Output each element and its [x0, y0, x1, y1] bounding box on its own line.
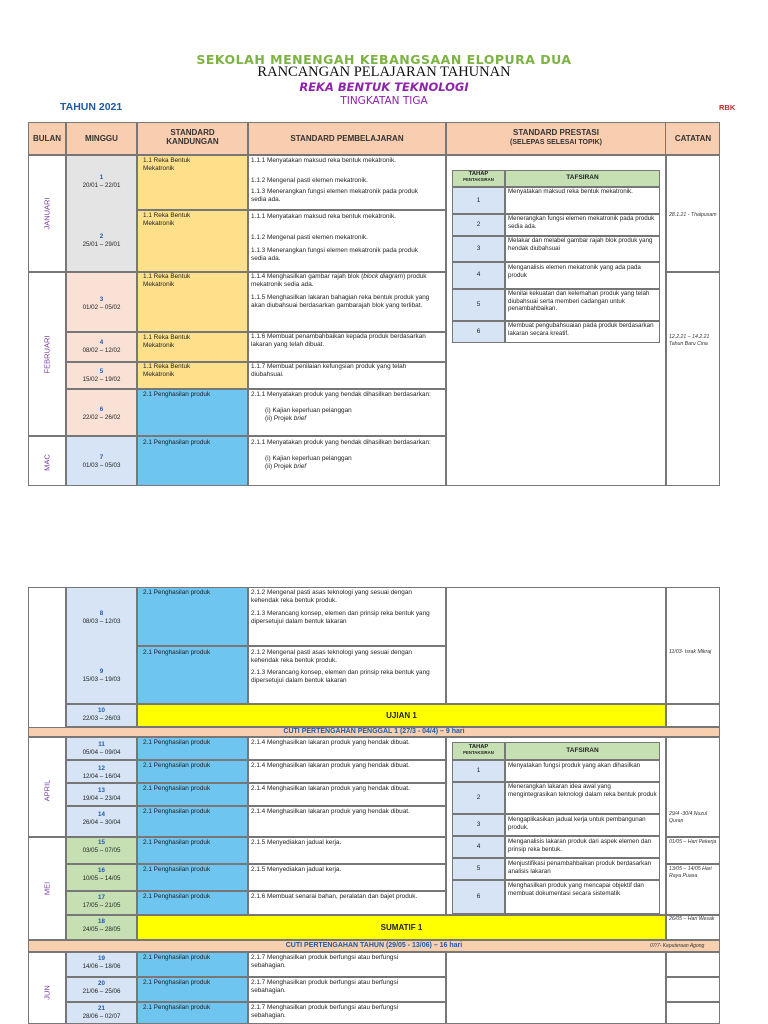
week-16: 16 10/05 – 14/05: [82, 867, 121, 882]
note-hari-raya-puasa: 13/05 – 14/05 Hari Raya Puasa: [669, 866, 712, 879]
note-hari-pekerja: 01/05 – Hari Pekerja: [669, 839, 717, 845]
note-israk-mikraj: 11/03- Israk Mikraj: [669, 649, 712, 655]
note-nuzul-quran: 29/4 -30/4 Nuzul Quran: [669, 811, 708, 824]
note-keputeraan-agong: 07/7- Keputeraan Agong: [650, 943, 705, 949]
sk-text: 2.1 Penghasilan produk: [143, 839, 211, 846]
cuti-penggal-label: CUTI PERTENGAHAN PENGGAL 1 (27/3 - 04/4) – 9 hari: [283, 728, 465, 735]
sp-text: (i) Kajian keperluan pelanggan: [265, 455, 352, 462]
month-cell-mac-2: [28, 587, 66, 737]
tahap-label: TAHAP PENTAKSIRAN: [463, 744, 494, 755]
sk-text: 2.1 Penghasilan produk: [143, 439, 211, 446]
sp-text: 2.1.7 Menghasilkan produk berfungsi atau berfungsi sebahagian.: [251, 1004, 399, 1019]
tafsiran-1: Menyatakan fungsi produk yang akan dihasilkan: [508, 762, 641, 769]
sk-text: 2.1 Penghasilan produk: [143, 391, 211, 398]
week-8: 8 08/03 – 12/03: [82, 610, 121, 625]
sp-text: 2.1.5 Menyediakan jadual kerja.: [251, 839, 342, 846]
sp-text: 1.1.2 Mengenal pasti elemen mekatronik.: [251, 234, 368, 241]
sp-text: (ii) Projek brief: [265, 415, 307, 422]
week-cell: [66, 587, 137, 704]
week-11: 11 05/04 – 09/04: [82, 741, 121, 756]
tahap-6: 6: [476, 893, 481, 900]
sk-text: 1.1 Reka Bentuk Mekatronik: [143, 273, 191, 288]
week-18: 18 24/05 – 28/05: [82, 918, 121, 933]
ujian-label: UJIAN 1: [386, 711, 417, 720]
tafsiran-6: Menghasilkan produk yang mencapai objektif dan membuat dokumentasi secara sistematik: [508, 882, 644, 897]
tafsiran-1: Menyatakan maksud reka bentuk mekatronik.: [508, 188, 633, 195]
col-minggu: MINGGU: [85, 134, 118, 143]
week-17: 17 17/05 – 21/05: [82, 894, 121, 909]
tafsiran-label: TAFSIRAN: [566, 174, 599, 181]
col-standard-pembelajaran: STANDARD PEMBELAJARAN: [290, 134, 404, 143]
sk-text: 2.1 Penghasilan produk: [143, 866, 211, 873]
sk-text: 2.1 Penghasilan produk: [143, 979, 211, 986]
tahap-2: 2: [476, 221, 481, 228]
tahap-4: 4: [476, 843, 481, 850]
tafsiran-2: Menerangkan fungsi elemen mekatronik pada produk sedia ada.: [508, 215, 655, 230]
month-jan: JANUARI: [42, 197, 52, 230]
note-tahun-baru-cina: 12.2.21 – 14.2.21 Tahun Baru Cina: [669, 334, 710, 347]
week-21: 21 28/06 – 02/07: [82, 1005, 121, 1020]
week-1: 1 20/01 – 22/01: [82, 174, 121, 189]
sp-text: 2.1.2 Mengenal pasti asas teknologi yang sesuai dengan kehendak reka bentuk produk.: [251, 589, 412, 604]
sk-text: 2.1 Penghasilan produk: [143, 739, 211, 746]
tahap-1: 1: [476, 767, 481, 774]
sk-text: 2.1 Penghasilan produk: [143, 1004, 211, 1011]
tafsiran-4: Menganalisis elemen mekatronik yang ada pada produk: [508, 264, 641, 279]
tafsiran-5: Menjustifikasi penambahbaikan produk berdasarkan analisis lakaran: [508, 860, 652, 875]
sp-text: 2.1.4 Menghasilkan lakaran produk yang hendak dibuat.: [251, 739, 410, 746]
week-19: 19 14/06 – 18/06: [82, 955, 121, 970]
sp-text: 1.1.3 Menerangkan fungsi elemen mekatronik pada produk sedia ada.: [251, 247, 418, 262]
tahap-2: 2: [476, 794, 481, 801]
week-20: 20 21/06 – 25/06: [82, 980, 121, 995]
tafsiran-6: Membuat pengubahsuaian pada produk berdasarkan lakaran secara kreatif.: [508, 322, 654, 337]
sk-text: 1.1 Reka Bentuk Mekatronik: [143, 334, 191, 349]
form-level: TINGKATAN TIGA: [340, 95, 428, 107]
sk-text: 2.1 Penghasilan produk: [143, 785, 211, 792]
tafsiran-4: Menganalisis lakaran produk dari aspek elemen dan prinsip reka bentuk.: [508, 838, 652, 853]
tahap-6: 6: [476, 328, 481, 335]
sp-text: 2.1.7 Menghasilkan produk berfungsi atau berfungsi sebahagian.: [251, 979, 399, 994]
month-mac: MAC: [42, 454, 52, 471]
subject-title: REKA BENTUK TEKNOLOGI: [299, 80, 469, 94]
col-standard-prestasi: STANDARD PRESTASI: [513, 128, 599, 137]
document-title: RANCANGAN PELAJARAN TAHUNAN: [257, 64, 511, 80]
sp-text: 2.1.5 Menyediakan jadual kerja.: [251, 866, 342, 873]
col-prestasi-sub: (SELEPAS SELESAI TOPIK): [510, 139, 602, 146]
sp-text: 2.1.1 Menyatakan produk yang hendak dihasilkan berdasarkan:: [251, 391, 431, 398]
week-cell: [66, 155, 137, 272]
sk-text: 2.1 Penghasilan produk: [143, 808, 211, 815]
col-bulan: BULAN: [33, 134, 61, 143]
sp-text: 2.1.3 Merancang konsep, elemen dan prinsip reka bentuk yang dipersetujui dalam bentuk lakaran: [251, 610, 430, 625]
sp-text: 1.1.3 Menerangkan fungsi elemen mekatronik pada produk sedia ada.: [251, 188, 418, 203]
note-thaipusam: 28.1.21 - Thaipusam: [669, 212, 717, 218]
sp-text: 1.1.6 Membuat penambahbaikan kepada produk berdasarkan lakaran yang telah dibuat.: [251, 333, 426, 348]
sk-text: 1.1 Reka Bentuk Mekatronik: [143, 212, 191, 227]
tafsiran-5: Menilai kekuatan dan kelemahan produk yang telah diubahsuai serta memberi cadangan untuk penambahbaikan.: [508, 290, 650, 312]
sp-text: 2.1.7 Menghasilkan produk berfungsi atau berfungsi sebahagian.: [251, 954, 399, 969]
tahap-label: TAHAP PENTAKSIRAN: [463, 171, 494, 182]
subject-code: RBK: [719, 103, 736, 112]
tahap-4: 4: [476, 271, 481, 278]
tahap-5: 5: [476, 865, 481, 872]
week-6: 6 22/02 – 26/02: [82, 406, 121, 421]
col-standard-kandungan: STANDARD KANDUNGAN: [166, 128, 219, 146]
year-label: TAHUN 2021: [60, 101, 123, 113]
catatan-cell: [666, 587, 720, 704]
sp-text: (i) Kajian keperluan pelanggan: [265, 407, 352, 414]
tafsiran-3: Mengaplikasikan jadual kerja untuk pembangunan produk.: [508, 816, 646, 831]
sk-text: 2.1 Penghasilan produk: [143, 893, 211, 900]
tahap-1: 1: [476, 197, 481, 204]
sk-text: 2.1 Penghasilan produk: [143, 762, 211, 769]
tafsiran-label: TAFSIRAN: [566, 747, 599, 754]
sk-text: 1.1 Reka Bentuk Mekatronik: [143, 157, 191, 172]
sk-text: 2.1 Penghasilan produk: [143, 589, 211, 596]
week-7: 7 01/03 – 05/03: [82, 454, 121, 469]
month-apr: APRIL: [42, 779, 52, 802]
week-5: 5 15/02 – 19/02: [82, 368, 121, 383]
sp-text: (ii) Projek brief: [265, 463, 307, 470]
sp-text: 1.1.5 Menghasilkan lakaran bahagian reka bentuk produk yang akan diubahsuai berdasarkan gambarajah blok yang terlibat.: [251, 294, 430, 309]
sk-text: 1.1 Reka Bentuk Mekatronik: [143, 363, 191, 378]
sp-text: 2.1.6 Membuat senarai bahan, peralatan dan bajet produk.: [251, 893, 418, 900]
tafsiran-2: Menerangkan lakaran idea awal yang mengintegrasikan teknologi dalam reka bentuk produk: [508, 783, 657, 798]
week-15: 15 03/05 – 07/05: [82, 839, 121, 854]
note-hari-wesak: 26/05 – Hari Wesak: [669, 916, 715, 922]
week-3: 3 01/02 – 05/02: [82, 296, 121, 311]
sp-text: 2.1.4 Menghasilkan lakaran produk yang hendak dibuat.: [251, 785, 410, 792]
tahap-5: 5: [476, 301, 481, 308]
week-2: 2 25/01 – 29/01: [82, 233, 121, 248]
school-name: SEKOLAH MENENGAH KEBANGSAAN ELOPURA DUA: [196, 52, 572, 67]
sp-text: 1.1.1 Menyatakan maksud reka bentuk mekatronik.: [251, 157, 396, 164]
tahap-3: 3: [476, 245, 481, 252]
sp-text: 2.1.1 Menyatakan produk yang hendak dihasilkan berdasarkan:: [251, 439, 431, 446]
sp-text: 1.1.2 Mengenal pasti elemen mekatronik.: [251, 177, 368, 184]
sk-text: 2.1 Penghasilan produk: [143, 954, 211, 961]
sp-text: 1.1.1 Menyatakan maksud reka bentuk mekatronik.: [251, 213, 396, 220]
sp-text: 2.1.4 Menghasilkan lakaran produk yang hendak dibuat.: [251, 808, 410, 815]
cuti-tahun-label: CUTI PERTENGAHAN TAHUN (29/05 - 13/06) – 16 hari: [285, 942, 463, 949]
sumatif-label: SUMATIF 1: [380, 923, 423, 932]
sp-text: 2.1.2 Mengenal pasti asas teknologi yang sesuai dengan kehendak reka bentuk produk.: [251, 649, 412, 664]
week-12: 12 12/04 – 16/04: [82, 765, 121, 780]
prestasi-cell: [446, 587, 666, 704]
catatan-cell: [666, 272, 720, 486]
month-jun: JUN: [42, 985, 52, 1000]
tahap-3: 3: [476, 821, 481, 828]
week-9: 9 15/03 – 19/03: [82, 668, 121, 683]
sp-text: 1.1.7 Membuat penilaian kefungsian produk yang telah diubahsuai.: [251, 363, 407, 378]
week-10: 10 22/03 – 26/03: [82, 707, 121, 722]
month-feb: FEBRUARI: [42, 335, 52, 374]
sk-text: 2.1 Penghasilan produk: [143, 649, 211, 656]
month-mei: MEI: [42, 881, 52, 896]
col-catatan: CATATAN: [674, 134, 712, 143]
week-14: 14 26/04 – 30/04: [82, 811, 121, 826]
sp-text: 1.1.4 Menghasilkan gambar rajah blok (block diagram) produk mekatronik sedia ada.: [251, 273, 427, 288]
sp-text: 2.1.3 Merancang konsep, elemen dan prinsip reka bentuk yang dipersetujui dalam bentuk lakaran: [251, 669, 430, 684]
tafsiran-3: Melakar dan melabel gambar rajah blok produk yang hendak diubahsuai: [508, 237, 653, 252]
week-13: 13 19/04 – 23/04: [82, 787, 121, 802]
week-4: 4 08/02 – 12/02: [82, 339, 121, 354]
sp-text: 2.1.4 Menghasilkan lakaran produk yang hendak dibuat.: [251, 762, 410, 769]
